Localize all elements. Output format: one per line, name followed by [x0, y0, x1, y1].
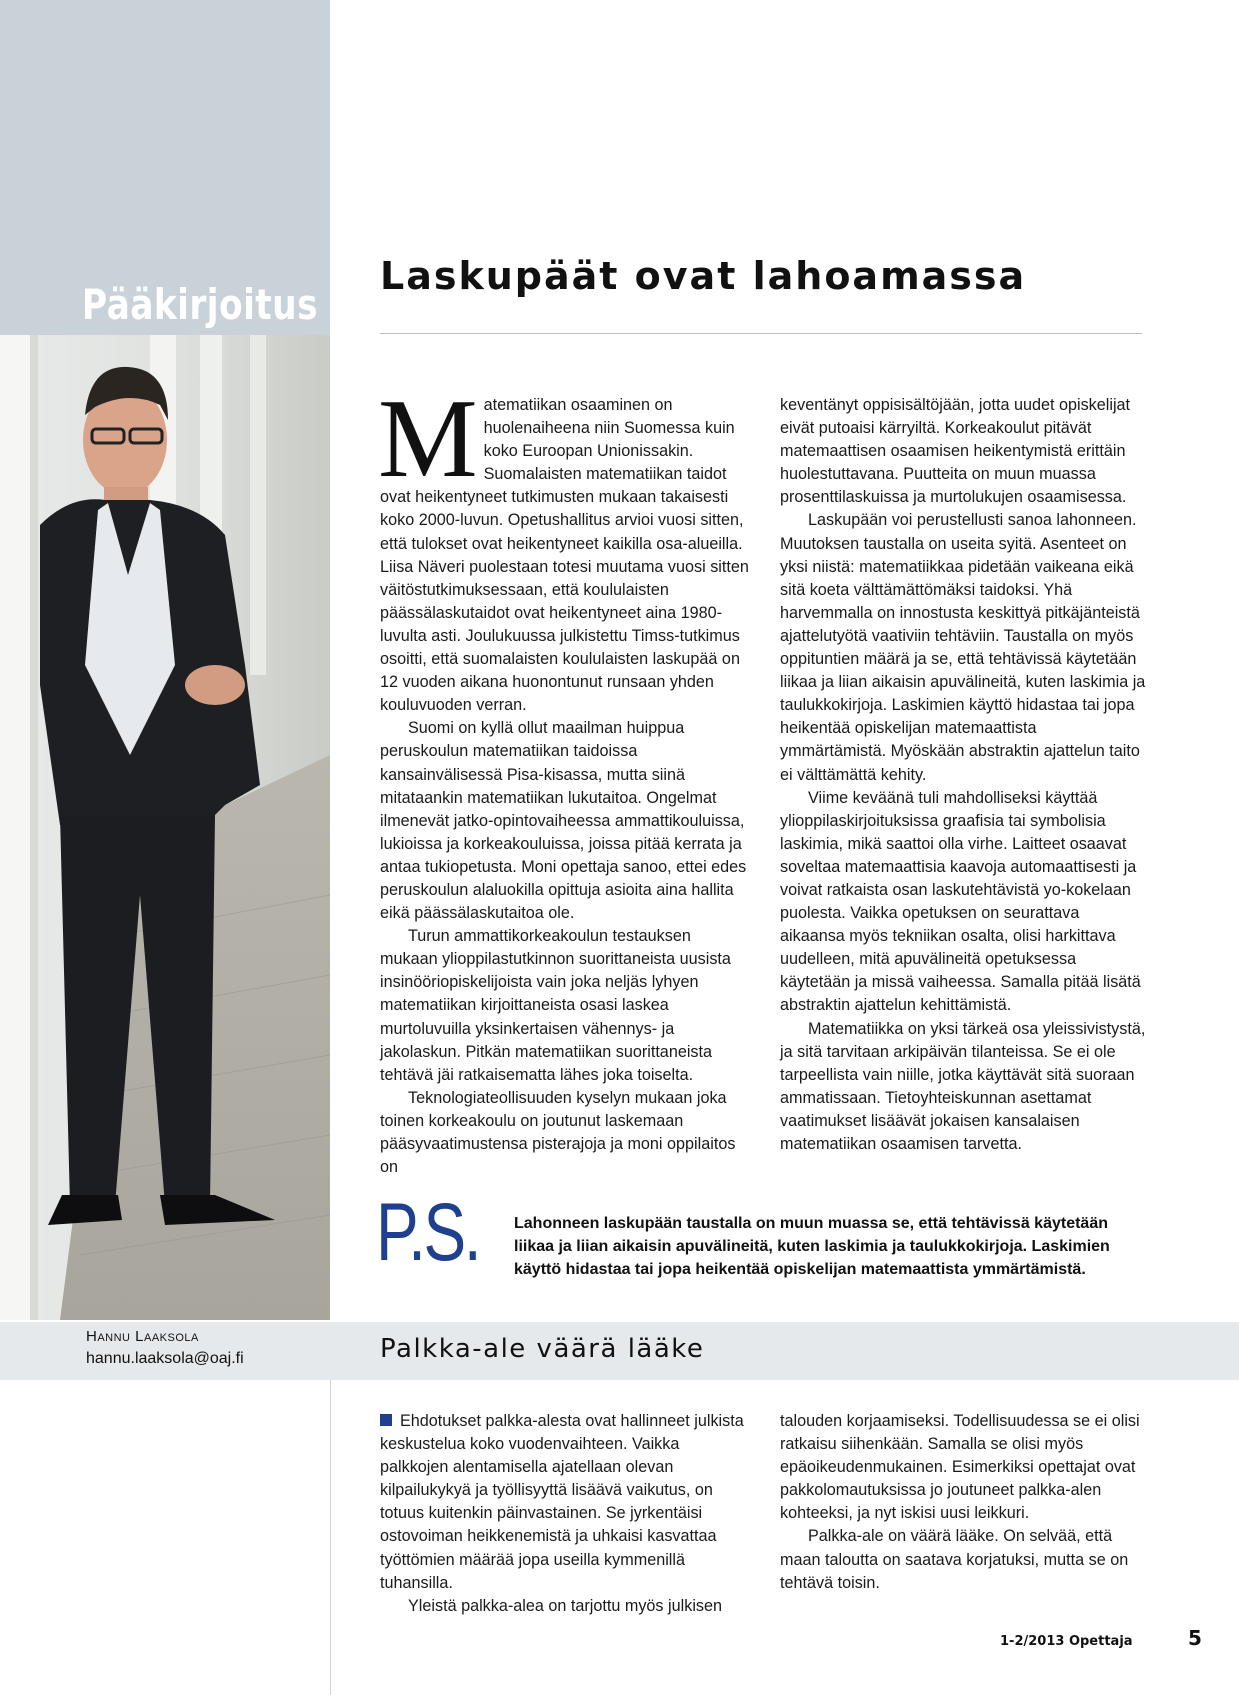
- second-article-column-2: [780, 1410, 1146, 1595]
- article-title: Laskupäät ovat lahoamassa: [380, 254, 1027, 298]
- article-paragraph: Laskupään voi perustellusti sanoa lahonneen. Muutoksen taustalla on useita syitä. Asenteet on yksi niistä: matematiikkaa pidetään vaikeana eikä sitä koeta välttämättömäksi taidoksi. Yhä harvemmalla on innostusta keskittyä pitkäjänteistä ajattelutyötä vaativiin tehtäviin. Taustalla on myös oppituntien määrä ja se, että tehtävissä käytetään liikaa ja liian aikaisin apuvälineitä, kuten laskimia ja taulukkokirjoja. Laskimien käyttö hidastaa tai jopa heikentää opiskelijan matemaattista ymmärtämistä. Myöskään abstraktin ajattelun taito ei välttämättä kehity.: [780, 511, 1146, 784]
- author-email[interactable]: hannu.laaksola@oaj.fi: [86, 1350, 244, 1367]
- article-paragraph: Matematiikka on yksi tärkeä osa yleissivistystä, ja sitä tarvitaan arkipäivän tilanteissa. Se ei ole tarpeellista vain niille, jotka käyttävät sitä suoraan ammatissaan. Tietoyhteiskunnan asettamat vaatimukset lisäävät jokaisen kansalaisen matematiikan osaamisen tarvetta.: [780, 1019, 1146, 1153]
- footer-issue: 1-2/2013 Opettaja: [1000, 1634, 1133, 1649]
- drop-cap: M: [378, 377, 478, 501]
- article-paragraph: Viime keväänä tuli mahdolliseksi käyttää ylioppilaskirjoituksissa graafisia tai symbolisia laskimia, mikä saattoi olla virhe. Laitteet osaavat soveltaa matemaattisia kaavoja automaattisesti ja voivat ratkaista osan laskutehtävistä yo-kokelaan puolesta. Vaikka opetuksen on seurattava aikaansa myös tekniikan osalta, olisi harkittava uudelleen, mitä apuvälineitä opetuksessa käytetään ja missä vaiheessa. Samalla pitää lisätä abstraktin ajattelun kehittämistä.: [780, 788, 1141, 1015]
- article-paragraph: Ehdotukset palkka-alesta ovat hallinneet julkista keskustelua koko vuodenvaihteen. Vaikka palkkojen alentamisella ajatellaan olevan kilpailukykyä ja työllisyyttä lisäävä vaikutus, on totuus kuitenkin päinvastainen. Se jyrkentäisi ostovoiman heikkenemistä ja uhkaisi kasvattaa työttömien määrää jopa useilla kymmenillä tuhansilla.: [380, 1412, 744, 1592]
- ps-mark: P.S.: [376, 1187, 480, 1278]
- author-name: Hannu Laaksola: [86, 1328, 199, 1345]
- article-column-1: [378, 377, 752, 1179]
- article-paragraph: keventänyt oppisisältöjään, jotta uudet opiskelijat eivät putoaisi kärryiltä. Korkeakoulut pitävät matemaattisen osaamisen heikentymistä erittäin huolestuttavana. Puutteita on muun muassa prosenttilaskuissa ja murtolukujen osaamisessa.: [780, 396, 1131, 507]
- author-photo: [0, 335, 330, 1320]
- left-sidebar: [0, 0, 330, 1695]
- ps-text: Lahonneen laskupään taustalla on muun muassa se, että tehtävissä käytetään liikaa ja liian aikaisin apuvälineitä, kuten laskimia ja taulukkokirjoja. Laskimien käyttö hidastaa tai jopa heikentää opiskelijan matemaattista ymmärtämistä.: [514, 1215, 1110, 1278]
- article-paragraph: Palkka-ale on väärä lääke. On selvää, että maan taloutta on saatava korjatuksi, mutta se on tehtävä toisin.: [780, 1527, 1129, 1592]
- article-paragraph: Teknologiateollisuuden kyselyn mukaan joka toinen korkeakoulu on joutunut laskemaan pääsyvaatimustensa pisterajoja ja moni oppilaitos on: [380, 1088, 736, 1177]
- title-divider: [380, 333, 1142, 334]
- bullet-square-icon: [380, 1414, 392, 1426]
- article-paragraph: Yleistä palkka-alea on tarjottu myös julkisen: [408, 1596, 723, 1615]
- page-number: 5: [1188, 1626, 1202, 1650]
- article-paragraph: Turun ammattikorkeakoulun testauksen mukaan ylioppilastutkinnon suorittaneista uusista insinööriopiskelijoista vain joka neljäs lyhyen matematiikan kirjoittaneista osasi laskea murtoluvuilla yksinkertaisen vähennys- ja jakolaskun. Pitkän matematiikan suorittaneista tehtävä jäi ratkaisematta lähes joka toiselta.: [380, 927, 731, 1084]
- column-divider: [330, 1380, 331, 1695]
- second-article-title: Palkka-ale väärä lääke: [380, 1334, 705, 1364]
- article-column-2: [780, 394, 1146, 1156]
- section-label: Pääkirjoitus: [81, 280, 318, 329]
- article-paragraph: Matematiikan osaaminen on huolenaiheena niin Suomessa kuin koko Euroopan Unionissakin. Suomalaisten matematiikan taidot ovat heikentyneet tutkimusten mukaan takaisesti koko 2000-luvun. Opetushallitus arvioi vuosi sitten, että tulokset ovat heikentyneet kaikilla osa-alueilla. Liisa Näveri puolestaan totesi muutama vuosi sitten väitöstutkimuksessaan, että koululaisten päässälaskutaidot ovat heikentyneet aina 1980-luvulta asti. Joulukuussa julkistettu Timss-tutkimus osoitti, että suomalaisten koululaisten laskupää on 12 vuoden aikana huonontunut runsaan yhden kouluvuoden verran.: [378, 377, 749, 715]
- second-article-column-1: [380, 1410, 752, 1618]
- article-paragraph: talouden korjaamiseksi. Todellisuudessa se ei olisi ratkaisu siihenkään. Samalla se olisi myös epäoikeudenmukainen. Esimerkiksi opettajat ovat pakkolomautuksissa jo joutuneet palkka-alen kohteeksi, ja nyt iskisi uusi leikkuri.: [780, 1412, 1140, 1523]
- article-paragraph: Suomi on kyllä ollut maailman huippua peruskoulun matematiikan taidoissa kansainvälisessä Pisa-kisassa, mutta siinä mitataankin matematiikan lukutaitoa. Ongelmat ilmenevät jatko-opintovaiheessa ammattikouluissa, lukioissa ja korkeakouluissa, joissa pitää kerrata ja antaa tukiopetusta. Moni opettaja sanoo, ettei edes peruskoulun alaluokilla opittuja asioita aina hallita eikä päässälaskutaitoa ole.: [380, 719, 747, 923]
